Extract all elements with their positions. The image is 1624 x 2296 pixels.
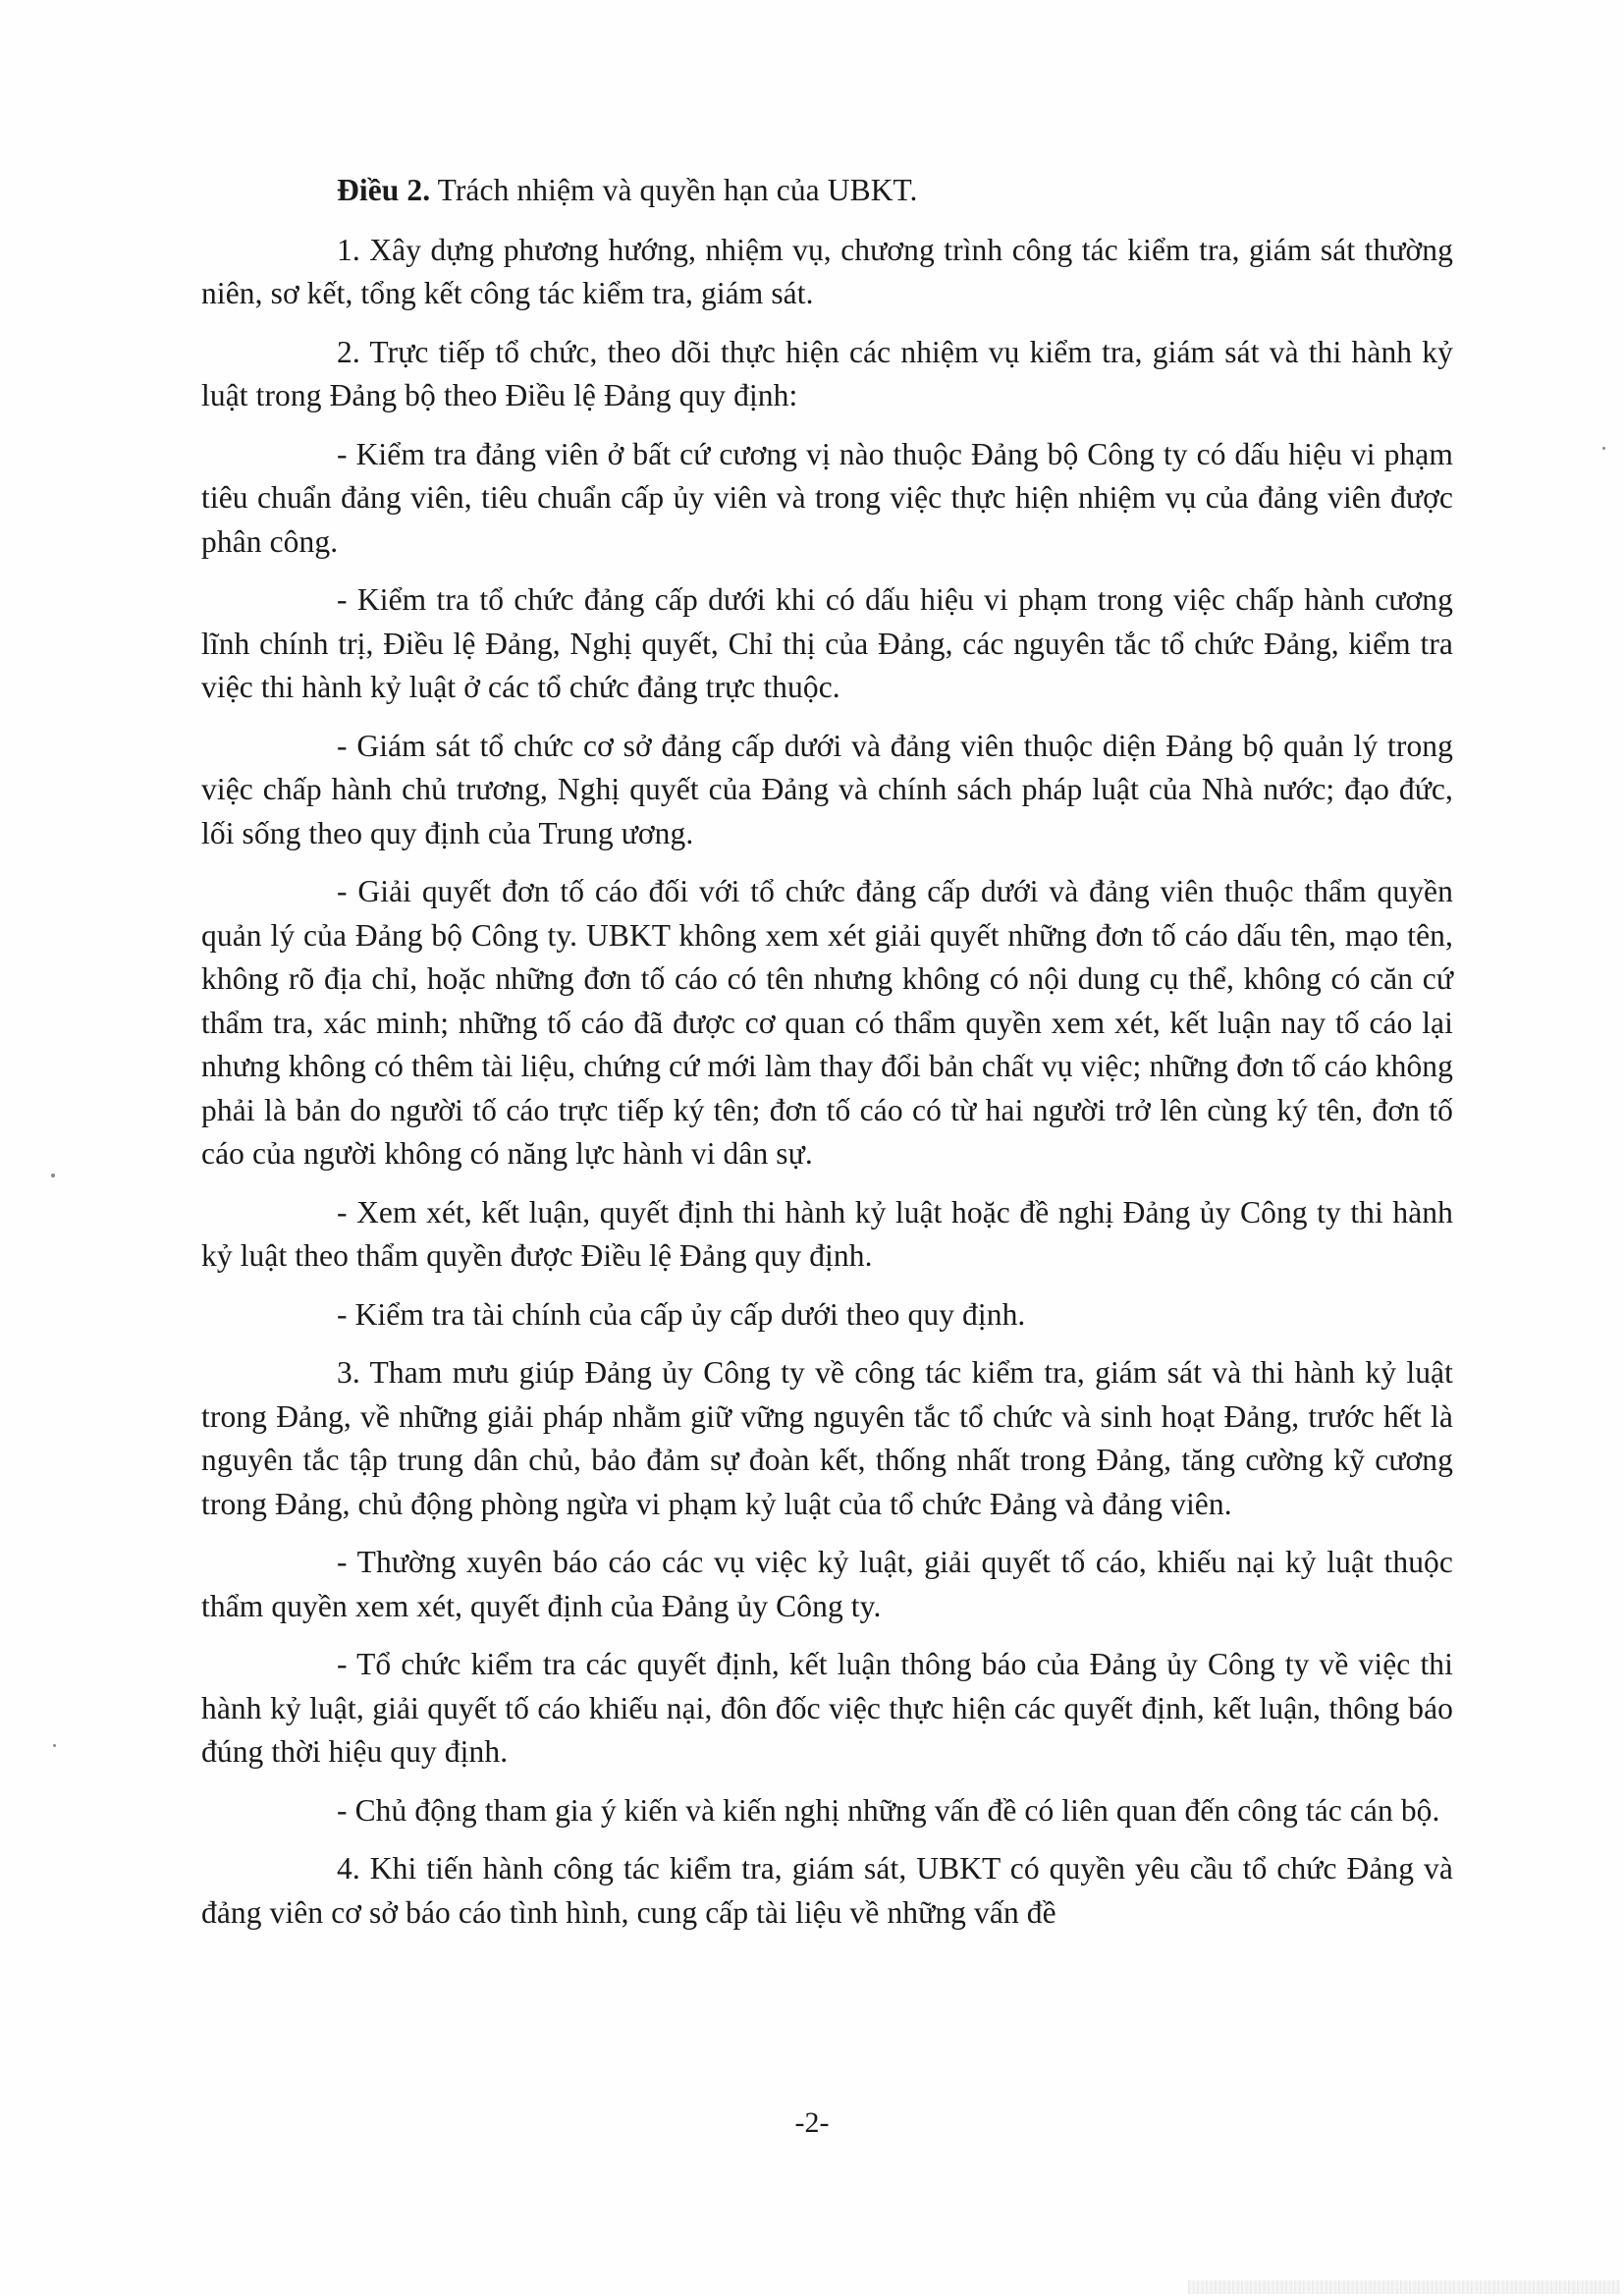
article-title: Trách nhiệm và quyền hạn của UBKT. bbox=[430, 173, 918, 207]
scan-speck bbox=[51, 1174, 55, 1177]
paragraph: - Chủ động tham gia ý kiến và kiến nghị những vấn đề có liên quan đến công tác cán bộ. bbox=[337, 1792, 1440, 1828]
paragraph: 3. Tham mưu giúp Đảng ủy Công ty về công tác kiểm tra, giám sát và thi hành kỷ luật trong Đảng, về những giải pháp nhằm giữ vững nguyên tắc tổ chức và sinh hoạt Đảng, trước hết là nguyên tắc tập trung dân chủ, bảo đảm sự đoàn kết, thống nhất trong Đảng, tăng cường kỹ cương trong Đảng, chủ động phòng ngừa vi phạm kỷ luật của tổ chức Đảng và đảng viên. bbox=[201, 1355, 1453, 1521]
document-body bbox=[201, 169, 1453, 1949]
page-number: -2- bbox=[794, 2106, 830, 2139]
paragraph: - Kiểm tra đảng viên ở bất cứ cương vị nào thuộc Đảng bộ Công ty có dấu hiệu vi phạm tiêu chuẩn đảng viên, tiêu chuẩn cấp ủy viên và trong việc thực hiện nhiệm vụ của đảng viên được phân công. bbox=[201, 436, 1453, 559]
scan-speck bbox=[1602, 447, 1605, 450]
paragraph: 2. Trực tiếp tổ chức, theo dõi thực hiện các nhiệm vụ kiểm tra, giám sát và thi hành kỷ luật trong Đảng bộ theo Điều lệ Đảng quy định: bbox=[201, 334, 1453, 412]
scan-edge-noise bbox=[1188, 2280, 1620, 2294]
paragraph: - Giải quyết đơn tố cáo đối với tổ chức đảng cấp dưới và đảng viên thuộc thẩm quyền quản lý của Đảng bộ Công ty. UBKT không xem xét giải quyết những đơn tố cáo dấu tên, mạo tên, không rõ địa chỉ, hoặc những đơn tố cáo có tên nhưng không có nội dung cụ thể, không có căn cứ thẩm tra, xác minh; những tố cáo đã được cơ quan có thẩm quyền xem xét, kết luận nay tố cáo lại nhưng không có thêm tài liệu, chứng cứ mới làm thay đổi bản chất vụ việc; những đơn tố cáo không phải là bản do người tố cáo trực tiếp ký tên; đơn tố cáo có từ hai người trở lên cùng ký tên, đơn tố cáo của người không có năng lực hành vi dân sự. bbox=[201, 874, 1453, 1171]
paragraph: - Xem xét, kết luận, quyết định thi hành kỷ luật hoặc đề nghị Đảng ủy Công ty thi hành kỷ luật theo thẩm quyền được Điều lệ Đảng quy định. bbox=[201, 1194, 1453, 1273]
paragraph: - Giám sát tổ chức cơ sở đảng cấp dưới và đảng viên thuộc diện Đảng bộ quản lý trong việc chấp hành chủ trương, Nghị quyết của Đảng và chính sách pháp luật của Nhà nước; đạo đức, lối sống theo quy định của Trung ương. bbox=[201, 728, 1453, 850]
paragraph: 1. Xây dựng phương hướng, nhiệm vụ, chương trình công tác kiểm tra, giám sát thường niên, sơ kết, tổng kết công tác kiểm tra, giám sát. bbox=[201, 232, 1453, 310]
scan-speck bbox=[53, 1744, 56, 1747]
paragraph: - Kiểm tra tài chính của cấp ủy cấp dưới theo quy định. bbox=[337, 1296, 1026, 1332]
paragraph: - Thường xuyên báo cáo các vụ việc kỷ luật, giải quyết tố cáo, khiếu nại kỷ luật thuộc thẩm quyền xem xét, quyết định của Đảng ủy Công ty. bbox=[201, 1545, 1453, 1623]
article-label: Điều 2. bbox=[337, 173, 431, 207]
paragraph: 4. Khi tiến hành công tác kiểm tra, giám sát, UBKT có quyền yêu cầu tổ chức Đảng và đảng viên cơ sở báo cáo tình hình, cung cấp tài liệu về những vấn đề bbox=[201, 1851, 1453, 1930]
paragraph: - Kiểm tra tổ chức đảng cấp dưới khi có dấu hiệu vi phạm trong việc chấp hành cương lĩnh chính trị, Điều lệ Đảng, Nghị quyết, Chỉ thị của Đảng, các nguyên tắc tổ chức Đảng, kiểm tra việc thi hành kỷ luật ở các tổ chức đảng trực thuộc. bbox=[201, 582, 1453, 704]
paragraph: - Tổ chức kiểm tra các quyết định, kết luận thông báo của Đảng ủy Công ty về việc thi hành kỷ luật, giải quyết tố cáo khiếu nại, đôn đốc việc thực hiện các quyết định, kết luận, thông báo đúng thời hiệu quy định. bbox=[201, 1647, 1453, 1769]
article-heading bbox=[201, 169, 1453, 213]
